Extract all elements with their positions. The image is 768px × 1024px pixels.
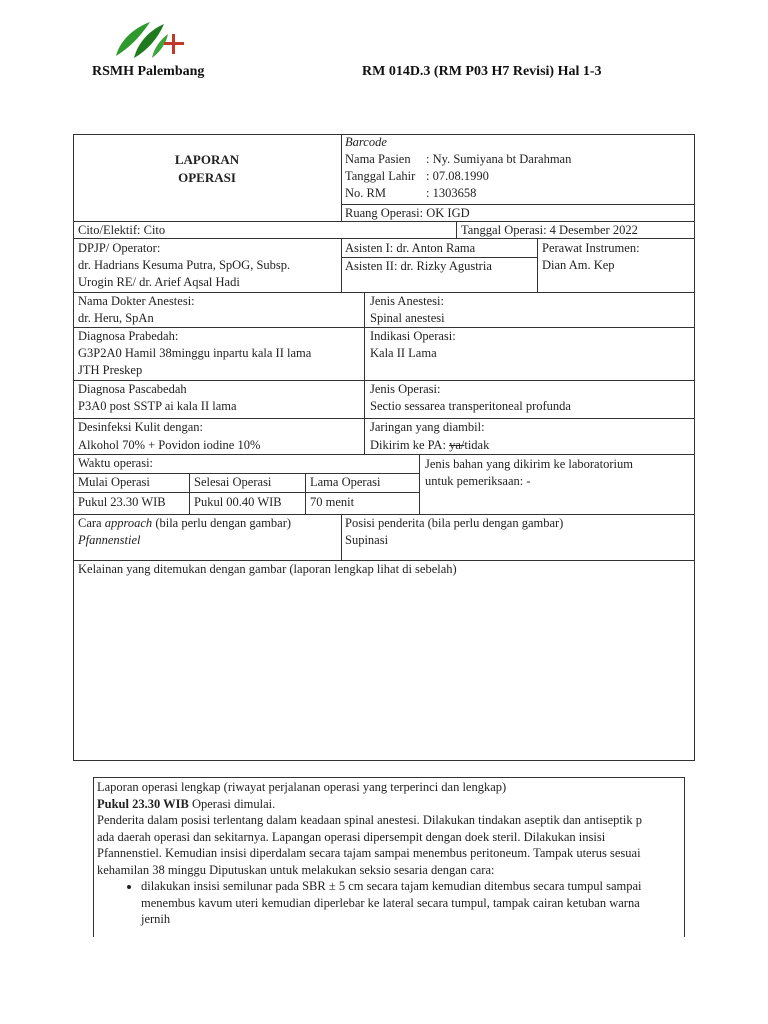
form-title-line2: OPERASI: [178, 170, 236, 185]
report-step-line: jernih: [141, 912, 171, 926]
sent-to-pa-value: tidak: [464, 438, 490, 452]
report-line: kehamilan 38 minggu Diputuskan untuk melakukan seksio sesaria dengan cara:: [97, 862, 495, 877]
rm-label: No. RM: [345, 186, 386, 200]
disinfection-label: Desinfeksi Kulit dengan:: [78, 420, 203, 434]
report-step: [141, 878, 681, 928]
scrub-nurse: Dian Am. Kep: [542, 258, 615, 272]
operation-type-label: Jenis Operasi:: [370, 382, 441, 396]
pre-op-diagnosis-line1: G3P2A0 Hamil 38minggu inpartu kala II lama: [78, 346, 312, 360]
operation-date: Tanggal Operasi: 4 Desember 2022: [461, 223, 638, 237]
scrub-nurse-label: Perawat Instrumen:: [542, 241, 640, 255]
tissue-label: Jaringan yang diambil:: [370, 420, 485, 434]
report-line: Pfannenstiel. Kemudian insisi diperdalam secara tajam sampai menembus peritoneum. Tampak uterus sesuai: [97, 846, 641, 860]
approach-value: Pfannenstiel: [78, 533, 141, 547]
pre-op-diagnosis-line2: JTH Preskep: [78, 363, 143, 377]
pre-op-diagnosis-label: Diagnosa Prabedah:: [78, 329, 179, 343]
hospital-logo: [112, 12, 188, 65]
report-line: Penderita dalam posisi terlentang dalam keadaan spinal anestesi. Dilakukan tindakan aseptik dan antiseptik p: [97, 813, 642, 827]
hospital-name: RSMH Palembang: [92, 64, 205, 79]
patient-position: Supinasi: [345, 533, 389, 547]
report-line: ada daerah operasi dan sekitarnya. Lapangan operasi dipersempit dengan doek steril. Dilakukan insisi: [97, 829, 606, 844]
start-time: Pukul 23.30 WIB: [78, 495, 166, 509]
anesthesia-type-label: Jenis Anestesi:: [370, 294, 444, 308]
full-operation-report: [93, 777, 685, 937]
dob-value: : 07.08.1990: [426, 169, 489, 183]
end-time: Pukul 00.40 WIB: [194, 495, 282, 509]
start-label: Mulai Operasi: [78, 475, 150, 489]
anesthetist-label: Nama Dokter Anestesi:: [78, 294, 195, 308]
approach-prefix: Cara: [78, 516, 105, 530]
barcode-label: Barcode: [345, 135, 387, 149]
document-code: RM 014D.3 (RM P03 H7 Revisi) Hal 1-3: [362, 64, 602, 79]
dpjp-line1: dr. Hadrians Kesuma Putra, SpOG, Subsp.: [78, 258, 291, 272]
approach-suffix: (bila perlu dengan gambar): [152, 516, 292, 530]
report-heading: Laporan operasi lengkap (riwayat perjalanan operasi yang terperinci dan lengkap): [97, 780, 507, 794]
lab-material-line2: untuk pemeriksaan: -: [425, 474, 531, 488]
report-start-time: Pukul 23.30 WIB: [97, 796, 189, 811]
report-start-text: Operasi dimulai.: [188, 796, 276, 811]
report-step-line: menembus kavum uteri kemudian diperlebar ke lateral secara tumpul, tampak cairan ketuban warna: [141, 895, 640, 910]
operation-report-form: [73, 134, 695, 761]
findings-label: Kelainan yang ditemukan dengan gambar (laporan lengkap lihat di sebelah): [78, 562, 457, 576]
dob-label: Tanggal Lahir: [345, 169, 416, 183]
patient-position-label: Posisi penderita (bila perlu dengan gambar): [345, 516, 564, 530]
rm-value: : 1303658: [426, 186, 477, 200]
report-start: [97, 796, 681, 813]
operation-time-label: Waktu operasi:: [78, 456, 154, 470]
approach-italic: approach: [104, 516, 153, 530]
report-step-line: dilakukan insisi semilunar pada SBR ± 5 cm secara tajam kemudian ditembus secara tumpul sampai: [141, 879, 642, 893]
rsmh-leaf-icon: [112, 12, 188, 60]
duration: 70 menit: [310, 495, 355, 509]
lab-material-line1: Jenis bahan yang dikirim ke laboratorium: [425, 457, 633, 471]
report-steps: [97, 878, 681, 928]
indication-label: Indikasi Operasi:: [370, 329, 456, 343]
anesthetist: dr. Heru, SpAn: [78, 311, 154, 325]
sent-to-pa-struck: ya/: [449, 438, 465, 452]
patient-name-label: Nama Pasien: [345, 152, 411, 166]
disinfection: Alkohol 70% + Povidon iodine 10%: [78, 438, 261, 452]
cito-elective: Cito/Elektif: Cito: [78, 223, 166, 237]
end-label: Selesai Operasi: [194, 475, 272, 489]
assistant-2: Asisten II: dr. Rizky Agustria: [345, 259, 492, 273]
duration-label: Lama Operasi: [310, 475, 381, 489]
approach-label: [78, 515, 291, 532]
patient-name: : Ny. Sumiyana bt Darahman: [426, 152, 572, 166]
operation-type: Sectio sessarea transperitoneal profunda: [370, 399, 571, 413]
dpjp-line2: Urogin RE/ dr. Arief Aqsal Hadi: [78, 275, 240, 289]
sent-to-pa-prefix: Dikirim ke PA:: [370, 438, 450, 452]
assistant-1: Asisten I: dr. Anton Rama: [345, 241, 476, 255]
dpjp-label: DPJP/ Operator:: [78, 241, 161, 255]
form-title-line1: LAPORAN: [174, 152, 240, 167]
indication: Kala II Lama: [370, 346, 437, 360]
post-op-diagnosis-label: Diagnosa Pascabedah: [78, 382, 187, 396]
operating-room: Ruang Operasi: OK IGD: [345, 206, 470, 220]
anesthesia-type: Spinal anestesi: [370, 311, 445, 325]
post-op-diagnosis: P3A0 post SSTP ai kala II lama: [78, 399, 237, 413]
sent-to-pa: [370, 437, 489, 454]
